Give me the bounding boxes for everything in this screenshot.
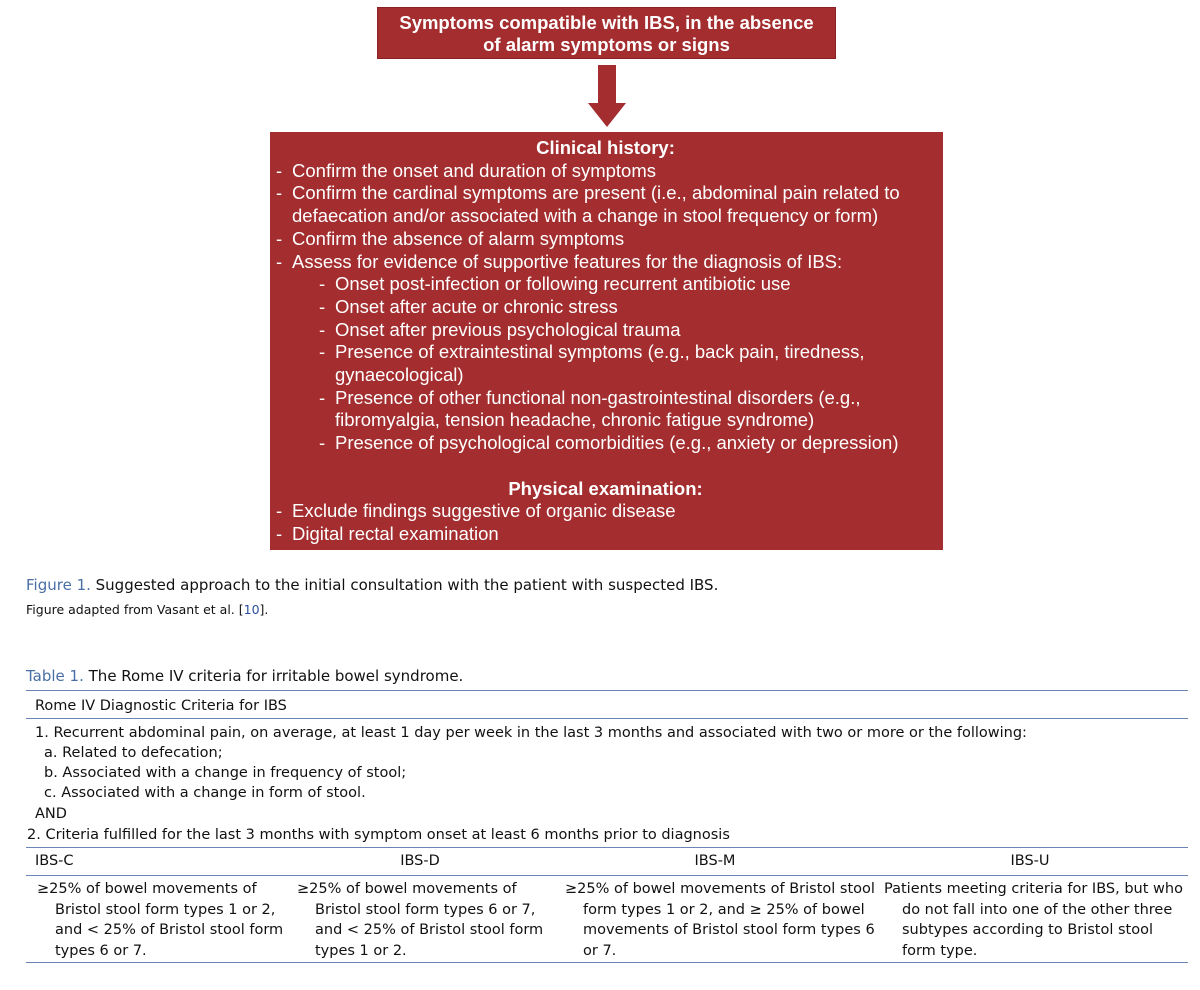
history-item-text: Confirm the onset and duration of symptoms — [292, 159, 657, 181]
feature-text: Onset after acute or chronic stress — [335, 295, 618, 317]
history-item-text: defaecation and/or associated with a change in stool frequency or form) — [292, 205, 879, 227]
supportive-feature-item: - Presence of extraintestinal symptoms (e.g., back pain, tiredness, gynaecological) — [319, 341, 935, 386]
subtype-header-ibs-d: IBS-D — [400, 853, 440, 869]
history-item: - Assess for evidence of supportive features for the diagnosis of IBS: — [276, 251, 935, 274]
cell-line: form type. — [902, 942, 978, 959]
cell-line: types 1 or 2. — [315, 942, 407, 959]
cell-line: and < 25% of Bristol stool form — [315, 922, 544, 938]
supportive-feature-item: - Onset after previous psychological trauma — [319, 319, 935, 342]
subtype-header-rule — [26, 847, 1188, 848]
figure-note — [26, 602, 268, 617]
cell-line: movements of Bristol stool form types 6 — [583, 922, 875, 938]
history-item: - Confirm the onset and duration of symptoms — [276, 160, 935, 183]
table-caption — [26, 667, 463, 685]
history-item-text: Confirm the absence of alarm symptoms — [292, 227, 625, 249]
clinical-history-heading: Clinical history: — [536, 137, 675, 158]
figure-caption — [26, 576, 718, 594]
table-header-rule — [26, 718, 1188, 719]
figure-caption-text: Suggested approach to the initial consultation with the patient with suspected IBS. — [90, 576, 719, 594]
down-arrow-icon — [588, 65, 626, 127]
table-header: Rome IV Diagnostic Criteria for IBS — [35, 698, 287, 714]
cell-line: ≥25% of bowel movements of Bristol stool — [565, 881, 875, 897]
subtype-header-ibs-m: IBS-M — [694, 853, 736, 869]
supportive-feature-item: - Presence of other functional non-gastrointestinal disorders (e.g., fibromyalgia, tension headache, chronic fatigue syndrome) — [319, 387, 935, 432]
reference-link[interactable]: 10 — [243, 602, 260, 617]
top-box-line: Symptoms compatible with IBS, in the absence — [399, 12, 814, 33]
criterion-1-item: c. Associated with a change in form of stool. — [44, 785, 366, 801]
cell-line: ≥25% of bowel movements of — [297, 881, 517, 897]
figure-note-text: Figure adapted from Vasant et al. [ — [26, 602, 244, 617]
cell-line: Patients meeting criteria for IBS, but who — [884, 881, 1183, 897]
history-item: - Confirm the cardinal symptoms are present (i.e., abdominal pain related to defaecation and/or associated with a change in stool frequency or form) — [276, 182, 935, 227]
cell-line: subtypes according to Bristol stool — [902, 922, 1154, 938]
subtype-cell-ibs-c — [37, 879, 297, 961]
clinical-assessment-box — [270, 132, 943, 550]
supportive-feature-item: - Presence of psychological comorbidities (e.g., anxiety or depression) — [319, 432, 935, 455]
exam-item-text: Digital rectal examination — [292, 522, 499, 544]
history-item-text: Confirm the cardinal symptoms are present (i.e., abdominal pain related to — [292, 182, 900, 204]
history-item: - Confirm the absence of alarm symptoms — [276, 228, 935, 251]
supportive-features-list — [276, 273, 935, 455]
criterion-1-item: a. Related to defecation; — [44, 745, 223, 761]
table-caption-text: The Rome IV criteria for irritable bowel syndrome. — [83, 667, 464, 685]
subtype-cell-ibs-d — [297, 879, 557, 961]
subtype-header-ibs-c: IBS-C — [35, 853, 74, 869]
cell-line: do not fall into one of the other three — [902, 901, 1173, 918]
cell-line: Bristol stool form types 6 or 7, — [315, 901, 536, 918]
feature-text: fibromyalgia, tension headache, chronic fatigue syndrome) — [335, 409, 815, 431]
exam-item: - Exclude findings suggestive of organic disease — [276, 500, 935, 523]
criterion-2: 2. Criteria fulfilled for the last 3 months with symptom onset at least 6 months prior to diagnosis — [27, 827, 730, 843]
history-item-text: Assess for evidence of supportive features for the diagnosis of IBS: — [292, 250, 843, 272]
physical-examination-heading: Physical examination: — [508, 477, 703, 499]
table-label: Table 1. — [26, 667, 84, 685]
feature-text: Presence of extraintestinal symptoms (e.g., back pain, tiredness, — [335, 341, 865, 363]
cell-line: and < 25% of Bristol stool form — [55, 922, 284, 938]
supportive-feature-item: - Onset after acute or chronic stress — [319, 296, 935, 319]
cell-line: or 7. — [583, 942, 617, 959]
feature-text: Presence of other functional non-gastrointestinal disorders (e.g., — [335, 386, 861, 408]
criterion-1-item: b. Associated with a change in frequency of stool; — [44, 765, 407, 781]
feature-text: Presence of psychological comorbidities (e.g., anxiety or depression) — [335, 432, 899, 454]
top-box-line: of alarm symptoms or signs — [483, 34, 730, 55]
subtype-header-ibs-u: IBS-U — [1010, 853, 1050, 869]
subtype-cell-ibs-m — [565, 879, 875, 961]
subtype-cell-ibs-u — [884, 879, 1184, 961]
feature-text: gynaecological) — [335, 364, 464, 386]
supportive-feature-item: - Onset post-infection or following recurrent antibiotic use — [319, 273, 935, 296]
table-top-rule — [26, 690, 1188, 691]
cell-line: types 6 or 7. — [55, 942, 147, 959]
and-label: AND — [35, 806, 67, 822]
subtype-body-rule — [26, 875, 1188, 876]
feature-text: Onset after previous psychological trauma — [335, 318, 681, 340]
table-bottom-rule — [26, 962, 1188, 963]
criterion-1: 1. Recurrent abdominal pain, on average, at least 1 day per week in the last 3 months and associated with two or more or the following: — [35, 725, 1027, 741]
cell-line: ≥25% of bowel movements of — [37, 881, 257, 897]
cell-line: Bristol stool form types 1 or 2, — [55, 901, 276, 918]
cell-line: form types 1 or 2, and ≥ 25% of bowel — [583, 901, 865, 918]
figure-label: Figure 1. — [26, 576, 91, 594]
exam-item: - Digital rectal examination — [276, 523, 935, 546]
feature-text: Onset post-infection or following recurrent antibiotic use — [335, 273, 791, 295]
flowchart-top-box — [377, 7, 836, 59]
exam-item-text: Exclude findings suggestive of organic disease — [292, 500, 676, 522]
figure-note-suffix: ]. — [259, 602, 269, 617]
